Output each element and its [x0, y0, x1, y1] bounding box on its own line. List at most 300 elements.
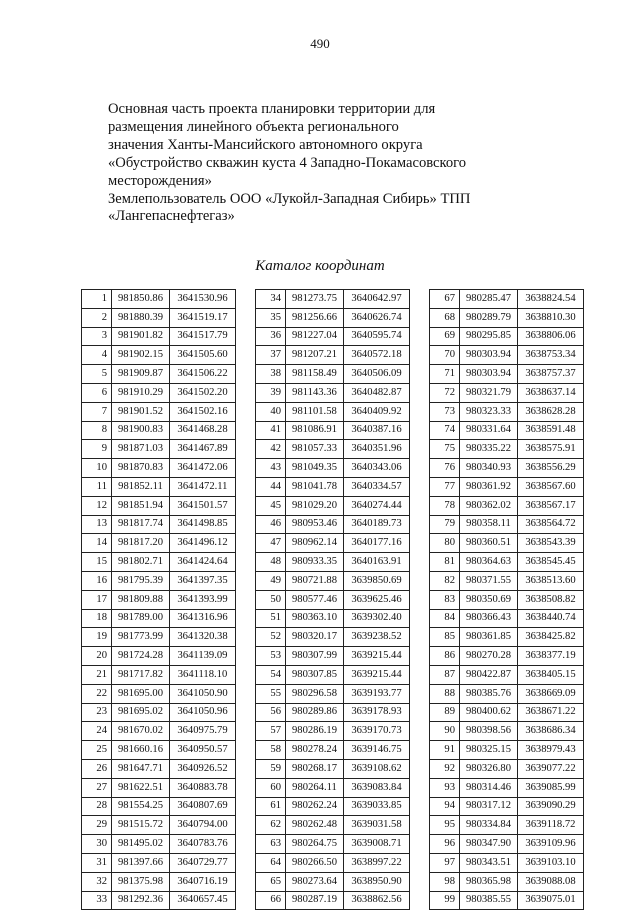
x-coordinate-cell: 980270.28 — [460, 647, 518, 666]
y-coordinate-cell: 3640177.16 — [344, 534, 410, 553]
table-row — [256, 797, 410, 816]
y-coordinate-cell: 3638545.45 — [518, 553, 584, 572]
table-row — [82, 553, 236, 572]
table-row — [430, 440, 584, 459]
table-row — [82, 290, 236, 309]
heading-line: «Лангепаснефтегаз» — [108, 208, 235, 225]
table-row — [430, 665, 584, 684]
x-coordinate-cell: 981817.20 — [112, 534, 170, 553]
y-coordinate-cell: 3641517.79 — [170, 327, 236, 346]
point-number-cell: 84 — [430, 609, 460, 628]
x-coordinate-cell: 980268.17 — [286, 759, 344, 778]
x-coordinate-cell: 981397.66 — [112, 853, 170, 872]
table-row — [256, 741, 410, 760]
table-row — [430, 853, 584, 872]
table-row — [256, 346, 410, 365]
y-coordinate-cell: 3641320.38 — [170, 628, 236, 647]
heading-line: «Обустройство скважин куста 4 Западно-Покамасовского — [108, 154, 467, 171]
table-row — [256, 684, 410, 703]
point-number-cell: 61 — [256, 797, 286, 816]
table-row — [256, 891, 410, 910]
x-coordinate-cell: 981870.83 — [112, 459, 170, 478]
table-row — [256, 872, 410, 891]
document-heading — [108, 101, 548, 226]
y-coordinate-cell: 3640716.19 — [170, 872, 236, 891]
heading-line: размещения линейного объекта регионального — [108, 118, 399, 135]
point-number-cell: 98 — [430, 872, 460, 891]
x-coordinate-cell: 981101.58 — [286, 402, 344, 421]
table-row — [430, 496, 584, 515]
x-coordinate-cell: 980962.14 — [286, 534, 344, 553]
x-coordinate-cell: 980320.17 — [286, 628, 344, 647]
point-number-cell: 53 — [256, 647, 286, 666]
y-coordinate-cell: 3640334.57 — [344, 477, 410, 496]
point-number-cell: 7 — [82, 402, 112, 421]
table-row — [82, 515, 236, 534]
y-coordinate-cell: 3640729.77 — [170, 853, 236, 872]
y-coordinate-cell: 3641519.17 — [170, 308, 236, 327]
table-row — [82, 759, 236, 778]
y-coordinate-cell: 3640506.09 — [344, 365, 410, 384]
y-coordinate-cell: 3638628.28 — [518, 402, 584, 421]
x-coordinate-cell: 981717.82 — [112, 665, 170, 684]
table-row — [82, 440, 236, 459]
table-row — [430, 346, 584, 365]
y-coordinate-cell: 3641505.60 — [170, 346, 236, 365]
point-number-cell: 89 — [430, 703, 460, 722]
y-coordinate-cell: 3639090.29 — [518, 797, 584, 816]
point-number-cell: 74 — [430, 421, 460, 440]
x-coordinate-cell: 981902.15 — [112, 346, 170, 365]
x-coordinate-cell: 981515.72 — [112, 816, 170, 835]
y-coordinate-cell: 3638543.39 — [518, 534, 584, 553]
point-number-cell: 76 — [430, 459, 460, 478]
table-row — [256, 778, 410, 797]
x-coordinate-cell: 980335.22 — [460, 440, 518, 459]
x-coordinate-cell: 980933.35 — [286, 553, 344, 572]
table-row — [82, 816, 236, 835]
x-coordinate-cell: 980398.56 — [460, 722, 518, 741]
x-coordinate-cell: 980334.84 — [460, 816, 518, 835]
y-coordinate-cell: 3639109.96 — [518, 835, 584, 854]
point-number-cell: 16 — [82, 571, 112, 590]
table-row — [82, 496, 236, 515]
table-row — [256, 459, 410, 478]
y-coordinate-cell: 3640189.73 — [344, 515, 410, 534]
x-coordinate-cell: 980287.19 — [286, 891, 344, 910]
point-number-cell: 36 — [256, 327, 286, 346]
y-coordinate-cell: 3639146.75 — [344, 741, 410, 760]
point-number-cell: 63 — [256, 835, 286, 854]
y-coordinate-cell: 3641498.85 — [170, 515, 236, 534]
y-coordinate-cell: 3638686.34 — [518, 722, 584, 741]
point-number-cell: 30 — [82, 835, 112, 854]
y-coordinate-cell: 3639108.62 — [344, 759, 410, 778]
y-coordinate-cell: 3639085.99 — [518, 778, 584, 797]
y-coordinate-cell: 3638575.91 — [518, 440, 584, 459]
x-coordinate-cell: 981375.98 — [112, 872, 170, 891]
x-coordinate-cell: 981495.02 — [112, 835, 170, 854]
x-coordinate-cell: 980361.92 — [460, 477, 518, 496]
table-row — [256, 571, 410, 590]
x-coordinate-cell: 980331.64 — [460, 421, 518, 440]
x-coordinate-cell: 981850.86 — [112, 290, 170, 309]
y-coordinate-cell: 3640807.69 — [170, 797, 236, 816]
y-coordinate-cell: 3638405.15 — [518, 665, 584, 684]
point-number-cell: 87 — [430, 665, 460, 684]
y-coordinate-cell: 3638591.48 — [518, 421, 584, 440]
y-coordinate-cell: 3641050.96 — [170, 703, 236, 722]
x-coordinate-cell: 981802.71 — [112, 553, 170, 572]
y-coordinate-cell: 3639075.01 — [518, 891, 584, 910]
table-row — [256, 853, 410, 872]
x-coordinate-cell: 980262.24 — [286, 797, 344, 816]
table-row — [256, 365, 410, 384]
y-coordinate-cell: 3638950.90 — [344, 872, 410, 891]
x-coordinate-cell: 981871.03 — [112, 440, 170, 459]
point-number-cell: 58 — [256, 741, 286, 760]
y-coordinate-cell: 3638824.54 — [518, 290, 584, 309]
y-coordinate-cell: 3638757.37 — [518, 365, 584, 384]
y-coordinate-cell: 3639238.52 — [344, 628, 410, 647]
y-coordinate-cell: 3640595.74 — [344, 327, 410, 346]
y-coordinate-cell: 3640626.74 — [344, 308, 410, 327]
x-coordinate-cell: 980317.12 — [460, 797, 518, 816]
y-coordinate-cell: 3641397.35 — [170, 571, 236, 590]
table-row — [82, 741, 236, 760]
point-number-cell: 85 — [430, 628, 460, 647]
point-number-cell: 95 — [430, 816, 460, 835]
point-number-cell: 42 — [256, 440, 286, 459]
x-coordinate-cell: 980295.85 — [460, 327, 518, 346]
x-coordinate-cell: 981817.74 — [112, 515, 170, 534]
point-number-cell: 10 — [82, 459, 112, 478]
table-row — [82, 346, 236, 365]
x-coordinate-cell: 980371.55 — [460, 571, 518, 590]
x-coordinate-cell: 980350.69 — [460, 590, 518, 609]
point-number-cell: 77 — [430, 477, 460, 496]
table-row — [82, 872, 236, 891]
table-row — [82, 835, 236, 854]
table-row — [430, 684, 584, 703]
point-number-cell: 19 — [82, 628, 112, 647]
x-coordinate-cell: 981057.33 — [286, 440, 344, 459]
x-coordinate-cell: 980362.02 — [460, 496, 518, 515]
x-coordinate-cell: 980273.64 — [286, 872, 344, 891]
y-coordinate-cell: 3638425.82 — [518, 628, 584, 647]
y-coordinate-cell: 3638806.06 — [518, 327, 584, 346]
heading-line: значения Ханты-Мансийского автономного округа — [108, 136, 423, 153]
table-row — [256, 553, 410, 572]
y-coordinate-cell: 3641530.96 — [170, 290, 236, 309]
y-coordinate-cell: 3639083.84 — [344, 778, 410, 797]
y-coordinate-cell: 3640274.44 — [344, 496, 410, 515]
table-row — [82, 628, 236, 647]
point-number-cell: 86 — [430, 647, 460, 666]
y-coordinate-cell: 3639850.69 — [344, 571, 410, 590]
point-number-cell: 46 — [256, 515, 286, 534]
y-coordinate-cell: 3639215.44 — [344, 647, 410, 666]
y-coordinate-cell: 3638810.30 — [518, 308, 584, 327]
point-number-cell: 23 — [82, 703, 112, 722]
x-coordinate-cell: 980577.46 — [286, 590, 344, 609]
y-coordinate-cell: 3641506.22 — [170, 365, 236, 384]
table-row — [430, 383, 584, 402]
heading-line: Основная часть проекта планировки территории для — [108, 101, 436, 117]
x-coordinate-cell: 980385.55 — [460, 891, 518, 910]
y-coordinate-cell: 3640926.52 — [170, 759, 236, 778]
point-number-cell: 39 — [256, 383, 286, 402]
table-row — [256, 496, 410, 515]
point-number-cell: 71 — [430, 365, 460, 384]
table-row — [430, 590, 584, 609]
point-number-cell: 31 — [82, 853, 112, 872]
table-row — [82, 534, 236, 553]
point-number-cell: 56 — [256, 703, 286, 722]
point-number-cell: 72 — [430, 383, 460, 402]
table-row — [256, 421, 410, 440]
x-coordinate-cell: 981143.36 — [286, 383, 344, 402]
x-coordinate-cell: 981029.20 — [286, 496, 344, 515]
x-coordinate-cell: 980264.75 — [286, 835, 344, 854]
x-coordinate-cell: 981554.25 — [112, 797, 170, 816]
y-coordinate-cell: 3641050.90 — [170, 684, 236, 703]
y-coordinate-cell: 3638979.43 — [518, 741, 584, 760]
x-coordinate-cell: 980360.51 — [460, 534, 518, 553]
point-number-cell: 54 — [256, 665, 286, 684]
x-coordinate-cell: 980366.43 — [460, 609, 518, 628]
y-coordinate-cell: 3639625.46 — [344, 590, 410, 609]
x-coordinate-cell: 981724.28 — [112, 647, 170, 666]
y-coordinate-cell: 3640409.92 — [344, 402, 410, 421]
x-coordinate-cell: 981049.35 — [286, 459, 344, 478]
table-row — [256, 609, 410, 628]
y-coordinate-cell: 3639193.77 — [344, 684, 410, 703]
point-number-cell: 17 — [82, 590, 112, 609]
y-coordinate-cell: 3639077.22 — [518, 759, 584, 778]
table-row — [430, 703, 584, 722]
x-coordinate-cell: 980422.87 — [460, 665, 518, 684]
point-number-cell: 6 — [82, 383, 112, 402]
y-coordinate-cell: 3641472.11 — [170, 477, 236, 496]
table-row — [430, 421, 584, 440]
table-row — [430, 365, 584, 384]
x-coordinate-cell: 980286.19 — [286, 722, 344, 741]
point-number-cell: 21 — [82, 665, 112, 684]
y-coordinate-cell: 3639178.93 — [344, 703, 410, 722]
point-number-cell: 88 — [430, 684, 460, 703]
x-coordinate-cell: 980303.94 — [460, 346, 518, 365]
point-number-cell: 26 — [82, 759, 112, 778]
x-coordinate-cell: 981273.75 — [286, 290, 344, 309]
table-row — [82, 327, 236, 346]
point-number-cell: 45 — [256, 496, 286, 515]
y-coordinate-cell: 3641496.12 — [170, 534, 236, 553]
y-coordinate-cell: 3641502.16 — [170, 402, 236, 421]
point-number-cell: 18 — [82, 609, 112, 628]
y-coordinate-cell: 3638997.22 — [344, 853, 410, 872]
point-number-cell: 51 — [256, 609, 286, 628]
x-coordinate-cell: 981158.49 — [286, 365, 344, 384]
x-coordinate-cell: 981670.02 — [112, 722, 170, 741]
x-coordinate-cell: 980264.11 — [286, 778, 344, 797]
point-number-cell: 3 — [82, 327, 112, 346]
table-row — [82, 722, 236, 741]
x-coordinate-cell: 980340.93 — [460, 459, 518, 478]
y-coordinate-cell: 3639088.08 — [518, 872, 584, 891]
x-coordinate-cell: 981041.78 — [286, 477, 344, 496]
x-coordinate-cell: 980278.24 — [286, 741, 344, 760]
point-number-cell: 62 — [256, 816, 286, 835]
x-coordinate-cell: 980266.50 — [286, 853, 344, 872]
x-coordinate-cell: 980400.62 — [460, 703, 518, 722]
table-row — [82, 684, 236, 703]
y-coordinate-cell: 3639118.72 — [518, 816, 584, 835]
point-number-cell: 96 — [430, 835, 460, 854]
point-number-cell: 66 — [256, 891, 286, 910]
table-row — [82, 365, 236, 384]
y-coordinate-cell: 3640657.45 — [170, 891, 236, 910]
x-coordinate-cell: 981789.00 — [112, 609, 170, 628]
x-coordinate-cell: 981880.39 — [112, 308, 170, 327]
point-number-cell: 83 — [430, 590, 460, 609]
table-row — [430, 628, 584, 647]
point-number-cell: 32 — [82, 872, 112, 891]
table-row — [430, 402, 584, 421]
point-number-cell: 97 — [430, 853, 460, 872]
table-row — [82, 703, 236, 722]
table-row — [430, 741, 584, 760]
x-coordinate-cell: 981852.11 — [112, 477, 170, 496]
point-number-cell: 13 — [82, 515, 112, 534]
table-row — [256, 722, 410, 741]
point-number-cell: 82 — [430, 571, 460, 590]
table-row — [82, 571, 236, 590]
x-coordinate-cell: 980325.15 — [460, 741, 518, 760]
table-row — [256, 327, 410, 346]
x-coordinate-cell: 981901.52 — [112, 402, 170, 421]
table-row — [82, 797, 236, 816]
y-coordinate-cell: 3639031.58 — [344, 816, 410, 835]
point-number-cell: 94 — [430, 797, 460, 816]
table-row — [256, 290, 410, 309]
point-number-cell: 15 — [82, 553, 112, 572]
table-row — [430, 308, 584, 327]
x-coordinate-cell: 980307.85 — [286, 665, 344, 684]
table-row — [256, 383, 410, 402]
point-number-cell: 93 — [430, 778, 460, 797]
point-number-cell: 22 — [82, 684, 112, 703]
table-row — [82, 891, 236, 910]
point-number-cell: 90 — [430, 722, 460, 741]
x-coordinate-cell: 981622.51 — [112, 778, 170, 797]
table-row — [82, 308, 236, 327]
x-coordinate-cell: 980385.76 — [460, 684, 518, 703]
table-row — [82, 459, 236, 478]
y-coordinate-cell: 3641501.57 — [170, 496, 236, 515]
catalog-title: Каталог координат — [255, 258, 385, 274]
point-number-cell: 70 — [430, 346, 460, 365]
x-coordinate-cell: 980364.63 — [460, 553, 518, 572]
table-row — [256, 628, 410, 647]
y-coordinate-cell: 3639215.44 — [344, 665, 410, 684]
x-coordinate-cell: 980285.47 — [460, 290, 518, 309]
y-coordinate-cell: 3641424.64 — [170, 553, 236, 572]
point-number-cell: 9 — [82, 440, 112, 459]
table-row — [82, 421, 236, 440]
point-number-cell: 52 — [256, 628, 286, 647]
point-number-cell: 65 — [256, 872, 286, 891]
x-coordinate-cell: 981795.39 — [112, 571, 170, 590]
point-number-cell: 34 — [256, 290, 286, 309]
table-row — [430, 797, 584, 816]
table-row — [256, 534, 410, 553]
point-number-cell: 29 — [82, 816, 112, 835]
y-coordinate-cell: 3640482.87 — [344, 383, 410, 402]
table-row — [430, 722, 584, 741]
x-coordinate-cell: 980365.98 — [460, 872, 518, 891]
heading-line: Землепользователь ООО «Лукойл-Западная Сибирь» ТПП — [108, 190, 471, 207]
table-row — [430, 891, 584, 910]
point-number-cell: 59 — [256, 759, 286, 778]
x-coordinate-cell: 981227.04 — [286, 327, 344, 346]
x-coordinate-cell: 981207.21 — [286, 346, 344, 365]
table-row — [256, 647, 410, 666]
table-row — [430, 759, 584, 778]
y-coordinate-cell: 3641467.89 — [170, 440, 236, 459]
x-coordinate-cell: 981901.82 — [112, 327, 170, 346]
x-coordinate-cell: 981695.02 — [112, 703, 170, 722]
point-number-cell: 73 — [430, 402, 460, 421]
table-row — [430, 609, 584, 628]
x-coordinate-cell: 981292.36 — [112, 891, 170, 910]
y-coordinate-cell: 3640950.57 — [170, 741, 236, 760]
heading-line: месторождения» — [108, 172, 212, 189]
point-number-cell: 78 — [430, 496, 460, 515]
point-number-cell: 43 — [256, 459, 286, 478]
x-coordinate-cell: 981086.91 — [286, 421, 344, 440]
table-row — [256, 515, 410, 534]
y-coordinate-cell: 3640343.06 — [344, 459, 410, 478]
y-coordinate-cell: 3641118.10 — [170, 665, 236, 684]
x-coordinate-cell: 981900.83 — [112, 421, 170, 440]
x-coordinate-cell: 981909.87 — [112, 365, 170, 384]
coordinates-table-2 — [255, 289, 410, 910]
page-number: 490 — [310, 36, 330, 51]
point-number-cell: 2 — [82, 308, 112, 327]
point-number-cell: 92 — [430, 759, 460, 778]
y-coordinate-cell: 3638637.14 — [518, 383, 584, 402]
point-number-cell: 5 — [82, 365, 112, 384]
x-coordinate-cell: 980289.86 — [286, 703, 344, 722]
point-number-cell: 41 — [256, 421, 286, 440]
x-coordinate-cell: 980953.46 — [286, 515, 344, 534]
x-coordinate-cell: 980321.79 — [460, 383, 518, 402]
point-number-cell: 40 — [256, 402, 286, 421]
x-coordinate-cell: 980326.80 — [460, 759, 518, 778]
y-coordinate-cell: 3641502.20 — [170, 383, 236, 402]
y-coordinate-cell: 3640642.97 — [344, 290, 410, 309]
point-number-cell: 80 — [430, 534, 460, 553]
y-coordinate-cell: 3641393.99 — [170, 590, 236, 609]
table-row — [430, 872, 584, 891]
x-coordinate-cell: 980303.94 — [460, 365, 518, 384]
table-row — [82, 609, 236, 628]
point-number-cell: 35 — [256, 308, 286, 327]
point-number-cell: 60 — [256, 778, 286, 797]
point-number-cell: 24 — [82, 722, 112, 741]
y-coordinate-cell: 3641316.96 — [170, 609, 236, 628]
